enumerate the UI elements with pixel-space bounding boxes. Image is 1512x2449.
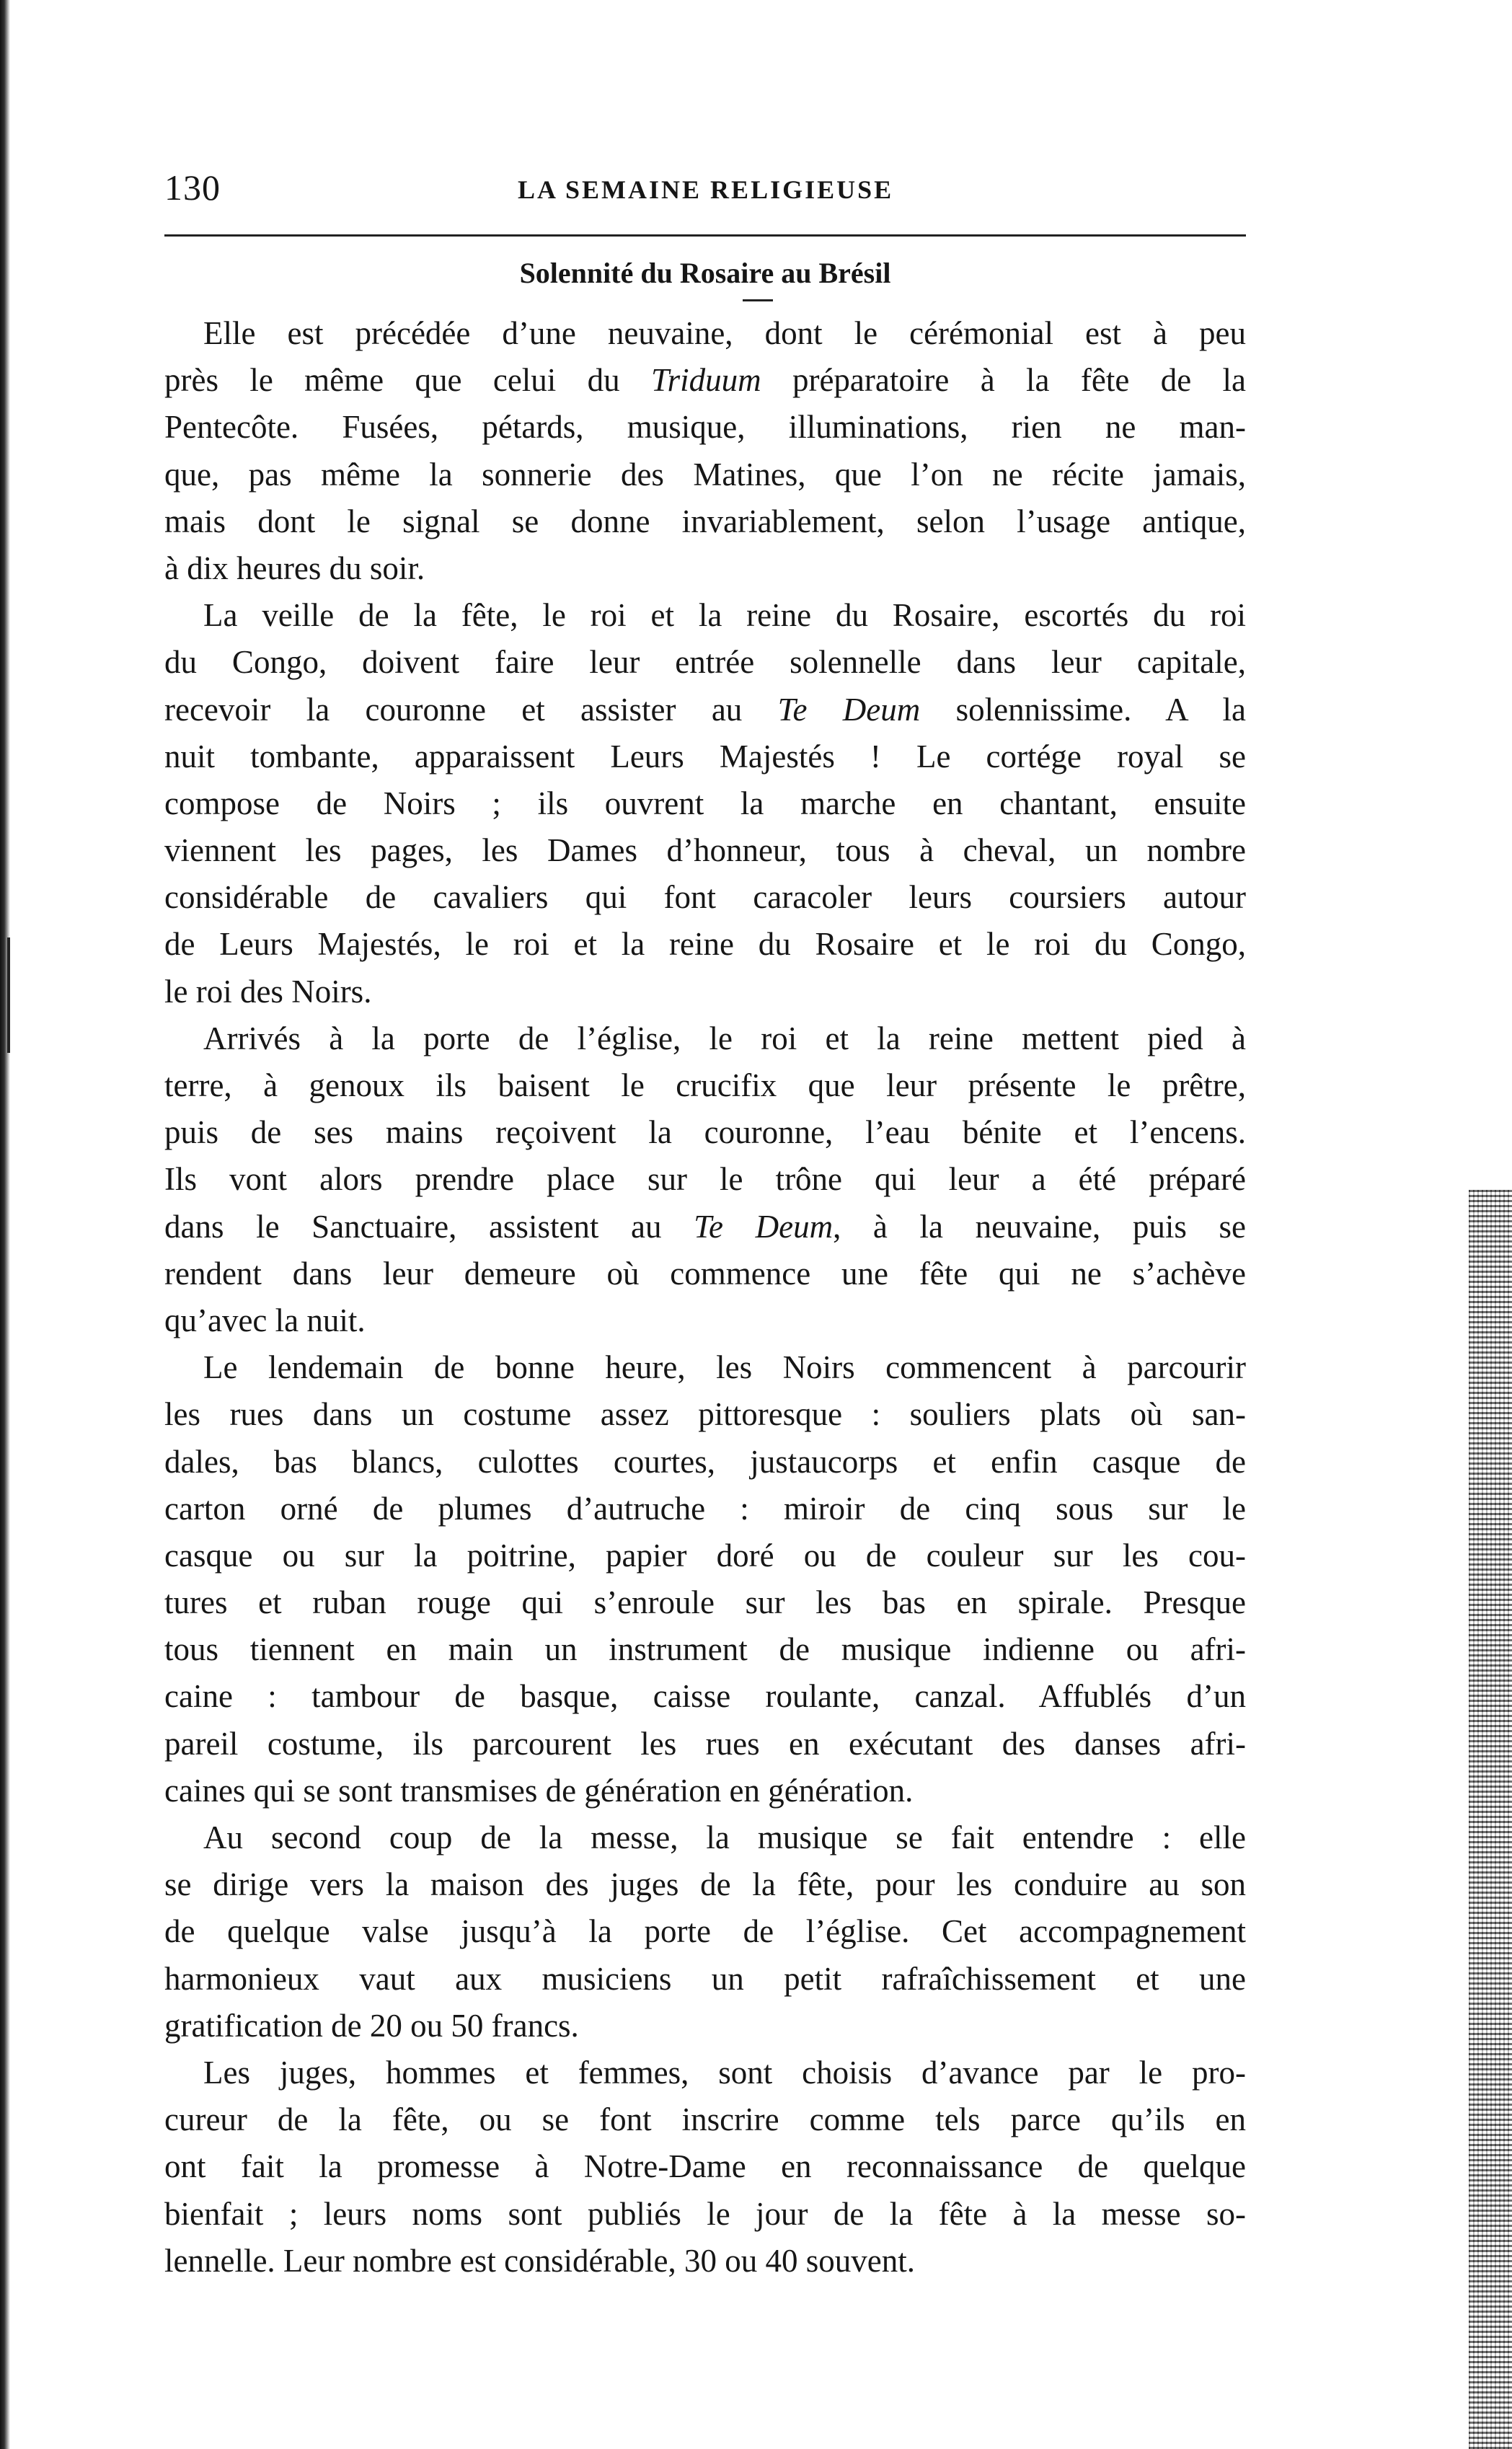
text-line: se dirige vers la maison des juges de la fête, pour les conduire au son — [164, 1866, 1246, 1903]
text-line: tures et ruban rouge qui s’enroule sur les bas en spirale. Presque — [164, 1584, 1246, 1621]
text-line: ont fait la promesse à Notre-Dame en reconnaissance de quelque — [164, 2148, 1246, 2185]
text-line: Au second coup de la messe, la musique se fait entendre : elle — [203, 1819, 1246, 1855]
section-title: Solennité du Rosaire au Brésil — [519, 257, 891, 289]
text-line: harmonieux vaut aux musiciens un petit rafraîchissement et une — [164, 1960, 1246, 1997]
text-line: à dix heures du soir. — [164, 550, 425, 586]
body-text — [164, 310, 1246, 2285]
text-line: Le lendemain de bonne heure, les Noirs commencent à parcourir — [203, 1349, 1246, 1386]
text-line: puis de ses mains reçoivent la couronne, l’eau bénite et l’encens. — [164, 1114, 1246, 1151]
text-line: lennelle. Leur nombre est considérable, 30 ou 40 souvent. — [164, 2242, 915, 2279]
text-line: qu’avec la nuit. — [164, 1302, 366, 1338]
text-line: dales, bas blancs, culottes courtes, justaucorps et enfin casque de — [164, 1443, 1246, 1480]
text-line: mais dont le signal se donne invariablement, selon l’usage antique, — [164, 503, 1246, 539]
text-line: les rues dans un costume assez pittoresque : souliers plats où san- — [164, 1396, 1246, 1433]
text-line: viennent les pages, les Dames d’honneur, tous à cheval, un nombre — [164, 832, 1246, 869]
text-line: carton orné de plumes d’autruche : miroir de cinq sous sur le — [164, 1490, 1246, 1527]
text-line: Ils vont alors prendre place sur le trône qui leur a été préparé — [164, 1161, 1246, 1198]
text-line: pareil costume, ils parcourent les rues en exécutant des danses afri- — [164, 1725, 1246, 1762]
text-line: bienfait ; leurs noms sont publiés le jour de la fête à la messe so- — [164, 2195, 1246, 2232]
running-head: LA SEMAINE RELIGIEUSE — [518, 175, 894, 204]
text-line: caines qui se sont transmises de génération en génération. — [164, 1772, 914, 1809]
text-line: considérable de cavaliers qui font caracoler leurs coursiers autour — [164, 879, 1246, 916]
text-line: Arrivés à la porte de l’église, le roi et la reine mettent pied à — [203, 1020, 1246, 1056]
text-line: nuit tombante, apparaissent Leurs Majestés ! Le cortége royal se — [164, 738, 1246, 775]
text-line: tous tiennent en main un instrument de musique indienne ou afri- — [164, 1631, 1246, 1668]
text-line: gratification de 20 ou 50 francs. — [164, 2007, 579, 2044]
binding-mark — [7, 937, 10, 1053]
scan-noise-strip — [1469, 1190, 1512, 2449]
text-line: Les juges, hommes et femmes, sont choisis d’avance par le pro- — [203, 2054, 1246, 2091]
text-line: rendent dans leur demeure où commence une fête qui ne s’achève — [164, 1255, 1246, 1292]
text-line: dans le Sanctuaire, assistent au Te Deum, à la neuvaine, puis se — [164, 1208, 1246, 1245]
page-header — [164, 166, 1260, 216]
text-line: compose de Noirs ; ils ouvrent la marche en chantant, ensuite — [164, 785, 1246, 821]
text-line: du Congo, doivent faire leur entrée solennelle dans leur capitale, — [164, 644, 1246, 681]
text-line: La veille de la fête, le roi et la reine du Rosaire, escortés du roi — [203, 597, 1246, 634]
text-line: cureur de la fête, ou se font inscrire comme tels parce qu’ils en — [164, 2101, 1246, 2138]
header-rule — [164, 234, 1246, 237]
text-line: casque ou sur la poitrine, papier doré ou de couleur sur les cou- — [164, 1537, 1246, 1574]
text-line: près le même que celui du Triduum préparatoire à la fête de la — [164, 362, 1247, 399]
page-number: 130 — [164, 167, 221, 208]
text-line: de Leurs Majestés, le roi et la reine du Rosaire et le roi du Congo, — [164, 926, 1246, 963]
text-line: recevoir la couronne et assister au Te Deum solennissime. A la — [164, 691, 1246, 728]
text-line: Elle est précédée d’une neuvaine, dont le cérémonial est à peu — [203, 315, 1246, 351]
title-dash — [743, 299, 773, 301]
text-line: que, pas même la sonnerie des Matines, que l’on ne récite jamais, — [164, 456, 1246, 493]
text-line: de quelque valse jusqu’à la porte de l’église. Cet accompagnement — [164, 1913, 1246, 1950]
text-line: caine : tambour de basque, caisse roulante, canzal. Affublés d’un — [164, 1678, 1246, 1715]
text-line: Pentecôte. Fusées, pétards, musique, illuminations, rien ne man- — [164, 409, 1246, 446]
text-line: le roi des Noirs. — [164, 973, 372, 1010]
text-line: terre, à genoux ils baisent le crucifix que leur présente le prêtre, — [164, 1067, 1246, 1103]
binding-edge — [0, 0, 10, 2449]
